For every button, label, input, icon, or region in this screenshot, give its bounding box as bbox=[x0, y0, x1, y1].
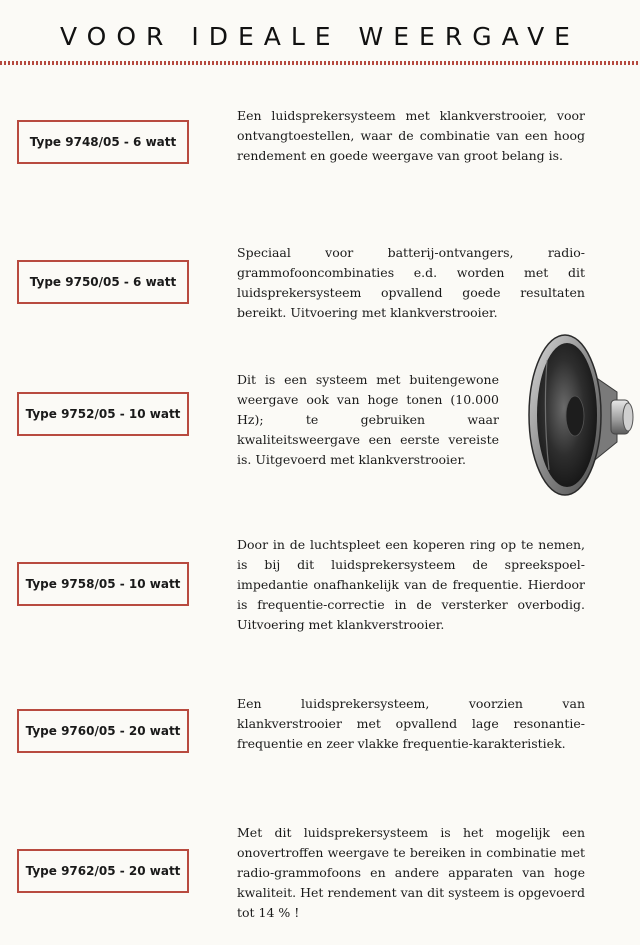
product-description-9748: Een luidsprekersysteem met klankverstrooier, voor ontvangtoestellen, waar de combinatie van een hoog rendement en goede weergave van groot belang is. bbox=[237, 108, 585, 163]
product-type-label-9758: Type 9758/05 - 10 watt bbox=[17, 562, 189, 606]
product-description-9752: Dit is een systeem met buitengewone weergave ook van hoge tonen (10.000 Hz); te gebruiken waar kwaliteitsweergave een eerste vereiste is. Uitgevoerd met klankverstrooier. bbox=[237, 372, 499, 467]
product-type-label-9760: Type 9760/05 - 20 watt bbox=[17, 709, 189, 753]
product-description-9762: Met dit luidsprekersysteem is het mogelijk een onovertroffen weergave te bereiken in combinatie met radio-grammofoons en andere apparaten van hoge kwaliteit. Het rendement van dit systeem is opgevoerd tot 14 % ! bbox=[237, 825, 585, 920]
page-title: VOOR IDEALE WEERGAVE bbox=[60, 22, 580, 51]
product-description-9760: Een luidsprekersysteem, voorzien van klankverstrooier met opvallend lage resonantie-frequentie en zeer vlakke frequentie-karakteristiek. bbox=[237, 696, 585, 751]
product-type-label-9748: Type 9748/05 - 6 watt bbox=[17, 120, 189, 164]
loudspeaker-icon bbox=[525, 330, 635, 500]
product-description-9758: Door in de luchtspleet een koperen ring op te nemen, is bij dit luidsprekersysteem de spreekspoel-impedantie onafhankelijk van de frequentie. Hierdoor is frequentie-correctie in de versterker overbodig. Uitvoering met klankverstrooier. bbox=[237, 537, 585, 632]
title-divider bbox=[0, 61, 640, 65]
product-description-9750: Speciaal voor batterij-ontvangers, radio-grammofooncombinaties e.d. worden met dit luidsprekersysteem opvallend goede resultaten bereikt. Uitvoering met klankverstrooier. bbox=[237, 245, 585, 320]
product-type-label-9750: Type 9750/05 - 6 watt bbox=[17, 260, 189, 304]
product-type-label-9752: Type 9752/05 - 10 watt bbox=[17, 392, 189, 436]
product-type-label-9762: Type 9762/05 - 20 watt bbox=[17, 849, 189, 893]
